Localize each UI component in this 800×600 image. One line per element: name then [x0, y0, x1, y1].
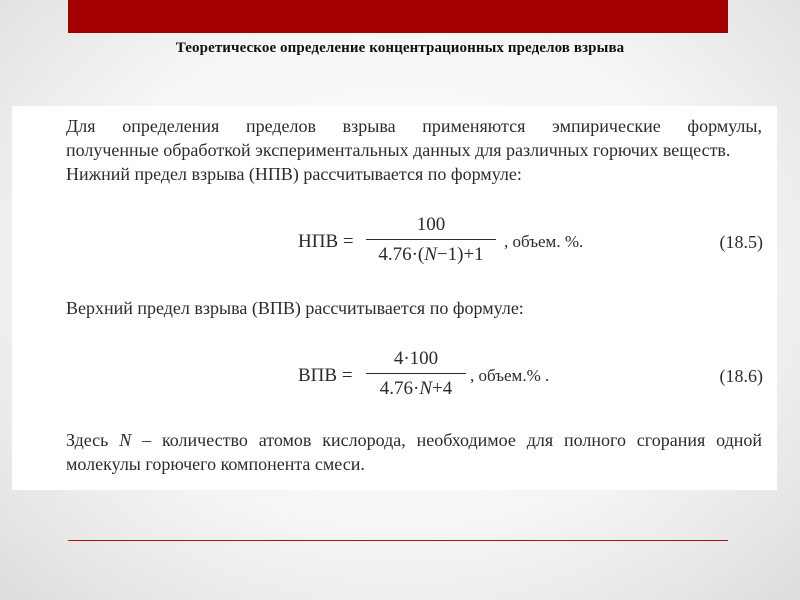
formula-upper-lhs: ВПВ =	[298, 365, 353, 386]
upper-intro-paragraph	[66, 296, 762, 320]
fraction-bar	[366, 239, 496, 240]
formula-lower-den-var: N	[424, 244, 437, 265]
formula-lower-unit: , объем. %.	[504, 232, 584, 251]
formula-lower-lhs: НПВ =	[298, 231, 354, 252]
slide-title: Теоретическое определение концентрационных пределов взрыва	[175, 40, 625, 56]
formula-upper-den-prefix: 4.76·	[379, 378, 420, 399]
formula-lower-den-suffix: −1)+1	[436, 244, 484, 265]
intro-line-2: полученные обработкой экспериментальных данных для различных горючих веществ.	[66, 140, 731, 160]
explanation-var: N	[119, 430, 132, 450]
explanation-paragraph	[66, 428, 762, 476]
intro-line-1: Для определения пределов взрыва применяются эмпирические формулы,	[66, 116, 762, 136]
formula-lower-den-prefix: 4.76·(	[378, 244, 425, 265]
formula-upper-unit: , объем.% .	[470, 366, 550, 385]
explanation-prefix: Здесь	[66, 430, 109, 450]
intro-paragraph	[66, 114, 762, 186]
formula-upper-den-var: N	[419, 378, 433, 399]
formula-upper-fraction	[366, 347, 466, 401]
bottom-rule	[68, 540, 728, 541]
formula-lower-numerator: 100	[416, 214, 446, 235]
formula-lower-fraction	[366, 213, 496, 267]
upper-intro-line: Верхний предел взрыва (ВПВ) рассчитывается по формуле:	[66, 298, 524, 318]
formula-upper-den-suffix: +4	[432, 378, 453, 399]
top-accent-bar	[68, 0, 728, 33]
formula-upper-numerator: 4·100	[393, 348, 439, 369]
formula-upper-denominator	[366, 377, 466, 401]
explanation-line-2: молекулы горючего компонента смеси.	[66, 454, 365, 474]
explanation-line-1	[66, 428, 762, 452]
intro-line-3: Нижний предел взрыва (НПВ) рассчитывается по формуле:	[66, 164, 522, 184]
formula-lower-denominator	[366, 243, 496, 267]
fraction-bar	[366, 373, 466, 374]
equation-number-18-6: (18.6)	[719, 366, 763, 386]
equation-number-18-5: (18.5)	[719, 232, 763, 252]
content-panel	[12, 106, 777, 490]
explanation-suffix: – количество атомов кислорода, необходимое для полного сгорания одной	[142, 430, 763, 450]
